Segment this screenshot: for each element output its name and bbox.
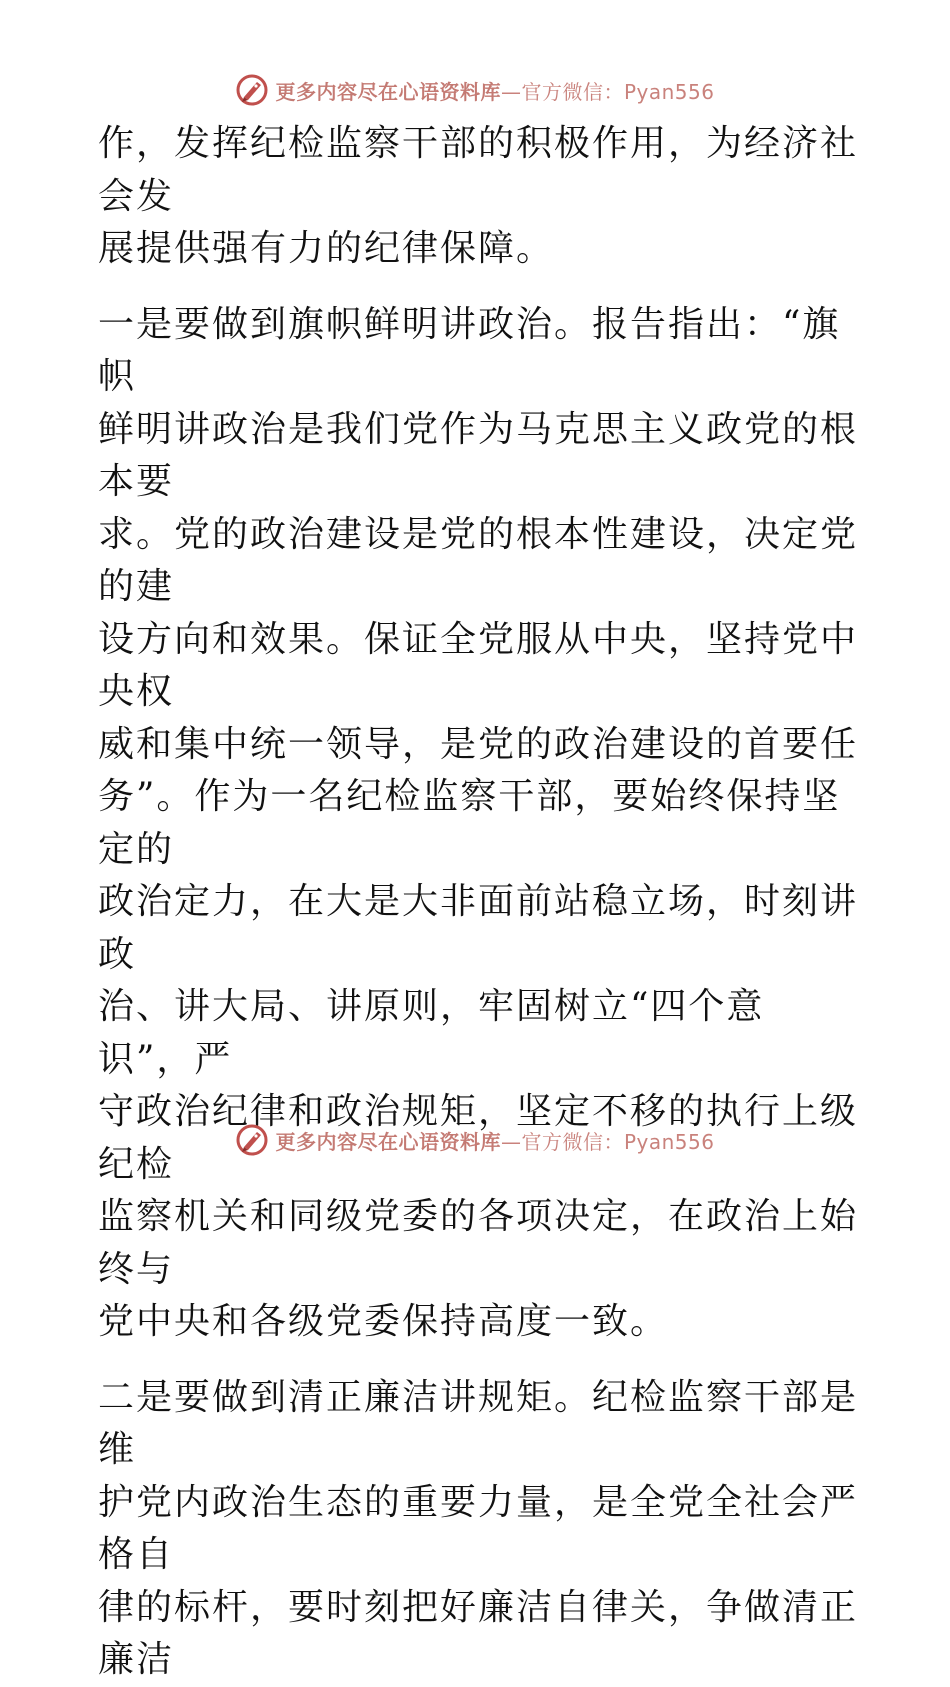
paragraph: 二是要做到清正廉洁讲规矩。纪检监察干部是维 护党内政治生态的重要力量，是全党全社会严格自 律的标杆，要时刻把好廉洁自律关，争做清正廉洁 [98, 1376, 859, 1680]
watermark-main: 更多内容尽在心语资料库 [275, 1129, 501, 1154]
watermark-sub: 官方微信：Pyan556 [521, 79, 715, 104]
watermark-separator: — [500, 79, 522, 104]
watermark-text [275, 76, 714, 105]
pen-logo-icon [235, 73, 269, 107]
watermark-separator: — [500, 1129, 522, 1154]
paragraph: 一是要做到旗帜鲜明讲政治。报告指出：“旗帜 鲜明讲政治是我们党作为马克思主义政党的根本要 求。党的政治建设是党的根本性建设，决定党的建 设方向和效果。保证全党服从中央，坚持党中央权 威和集中统一领导，是党的政治建设的首要任 务”。作为一名纪检监察干部，要始终保持坚定的 政治定力，在大是大非面前站稳立场，时刻讲政 治、讲大局、讲原则，牢固树立“四个意识”，严 守政治纪律和政治规矩，坚定不移的执行上级纪检 监察机关和同级党委的各项决定，在政治上始终与 党中央和各级党委保持高度一致。 [98, 303, 859, 1342]
pen-logo-icon [235, 1123, 269, 1157]
watermark-sub: 官方微信：Pyan556 [521, 1129, 715, 1154]
watermark-text [275, 1126, 714, 1155]
footer-watermark [0, 1120, 950, 1160]
body-text [98, 118, 858, 1687]
watermark-main: 更多内容尽在心语资料库 [275, 79, 501, 104]
paragraph: 作，发挥纪检监察干部的积极作用，为经济社会发 展提供强有力的纪律保障。 [98, 123, 859, 269]
header-watermark [0, 70, 950, 110]
